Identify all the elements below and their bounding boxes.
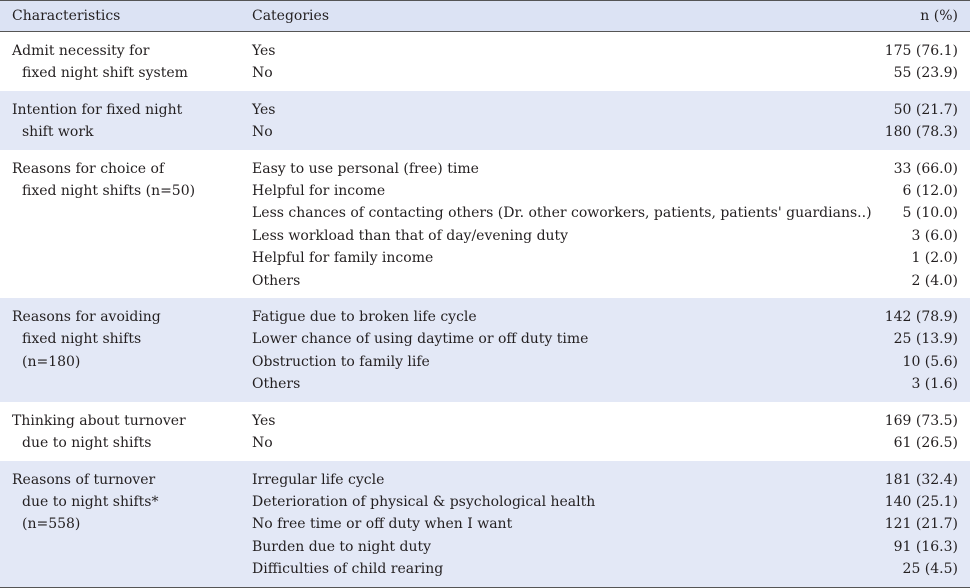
n-value: 180 (78.3) [884,124,958,141]
category-label: No [252,124,273,141]
n-cell [883,91,970,150]
characteristic-line: (n=180) [22,353,81,370]
category-label: Others [252,376,301,393]
table-row [0,150,970,298]
category-label: Yes [252,101,276,118]
characteristic-line: Reasons for choice of [12,160,165,177]
characteristic-cell [0,32,240,91]
category-cell [240,91,883,150]
n-value: 3 (1.6) [911,376,958,393]
n-value: 50 (21.7) [893,101,958,118]
characteristic-line: shift work [22,124,94,141]
group-reasons-turnover [0,461,970,588]
characteristic-cell [0,402,240,461]
characteristic-line: Thinking about turnover [12,412,186,429]
category-label: Yes [252,43,276,59]
table-row [0,402,970,461]
characteristic-line: Reasons of turnover [12,471,156,488]
n-value: 1 (2.0) [911,250,958,267]
n-value: 142 (78.9) [884,309,958,326]
category-label: No free time or off duty when I want [252,516,513,533]
category-cell [240,150,883,298]
n-cell [883,150,970,298]
characteristic-line: fixed night shift system [22,65,188,82]
table-row [0,461,970,588]
n-value: 25 (13.9) [893,331,958,348]
header-n-percent: n (%) [883,1,970,32]
characteristic-line: fixed night shifts [22,331,142,348]
category-cell [240,402,883,461]
header-characteristics: Characteristics [0,1,240,32]
n-value: 25 (4.5) [902,561,958,578]
category-cell [240,461,883,588]
group-necessity-fixed-night [0,32,970,91]
n-value: 6 (12.0) [902,183,958,200]
category-label: Helpful for family income [252,250,434,267]
table-row [0,298,970,402]
group-reasons-choice [0,150,970,298]
n-value: 10 (5.6) [902,353,958,370]
n-value: 5 (10.0) [902,205,958,222]
category-label: Fatigue due to broken life cycle [252,309,477,326]
n-cell [883,461,970,588]
characteristic-cell [0,150,240,298]
characteristic-line: Reasons for avoiding [12,309,161,326]
characteristic-line: fixed night shifts (n=50) [22,183,196,200]
n-cell [883,32,970,91]
category-label: Obstruction to family life [252,353,430,370]
n-cell [883,402,970,461]
characteristic-line: Intention for fixed night [12,101,183,118]
category-label: Difficulties of child rearing [252,561,444,578]
category-label: Irregular life cycle [252,471,385,488]
n-value: 2 (4.0) [911,272,958,289]
category-label: Others [252,272,301,289]
category-label: Less workload than that of day/evening duty [252,227,569,244]
n-value: 61 (26.5) [893,435,958,452]
characteristic-line: due to night shifts [22,435,152,452]
n-value: 121 (21.7) [884,516,958,533]
category-label: Yes [252,412,276,429]
category-label: Less chances of contacting others (Dr. other coworkers, patients, patients' guardians..) [252,205,872,222]
category-label: No [252,435,273,452]
category-label: Lower chance of using daytime or off duty time [252,331,589,348]
group-intention-fixed-night [0,91,970,150]
characteristic-line: (n=558) [22,516,81,533]
n-value: 181 (32.4) [884,471,958,488]
table-row [0,32,970,91]
n-value: 169 (73.5) [884,412,958,429]
characteristic-cell [0,298,240,402]
characteristic-cell [0,91,240,150]
n-value: 3 (6.0) [911,227,958,244]
category-label: Helpful for income [252,183,386,200]
category-label: Easy to use personal (free) time [252,160,479,177]
table-header-row [0,1,970,32]
n-value: 175 (76.1) [884,43,958,59]
characteristic-line: due to night shifts* [22,493,159,510]
category-label: No [252,65,273,82]
table-row [0,91,970,150]
n-value: 33 (66.0) [893,160,958,177]
n-value: 140 (25.1) [884,493,958,510]
n-value: 55 (23.9) [893,65,958,82]
n-value: 91 (16.3) [893,538,958,555]
header-categories: Categories [240,1,883,32]
category-label: Deterioration of physical & psychological health [252,493,596,510]
group-turnover-thinking [0,402,970,461]
characteristic-cell [0,461,240,588]
characteristic-line: Admit necessity for [12,43,150,59]
n-cell [883,298,970,402]
category-cell [240,32,883,91]
category-label: Burden due to night duty [252,538,431,555]
group-reasons-avoiding [0,298,970,402]
category-cell [240,298,883,402]
